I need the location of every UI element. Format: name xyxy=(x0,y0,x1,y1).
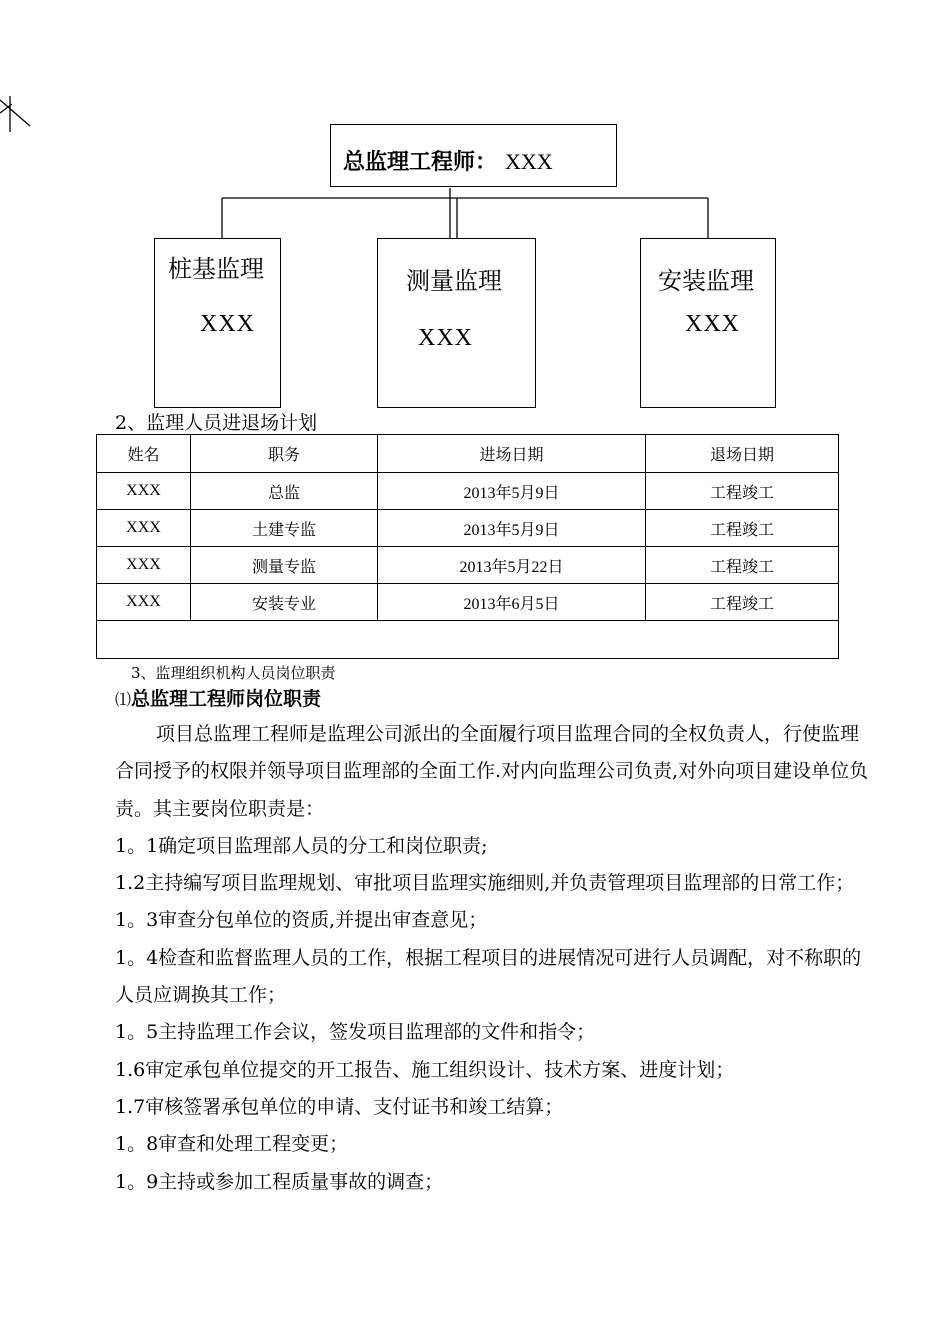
cell-name: XXX xyxy=(97,547,191,584)
branch-label: 测量监理 xyxy=(406,267,502,295)
paragraph: 1.6审定承包单位提交的开工报告、施工组织设计、技术方案、进度计划； xyxy=(115,1058,735,1081)
branch-name: XXX xyxy=(200,311,255,337)
cell-entry-date: 2013年5月9日 xyxy=(378,510,646,547)
org-branch-box-install xyxy=(640,238,776,408)
paragraph: 项目总监理工程师是监理公司派出的全面履行项目监理合同的全权负责人，行使监理合同授予的权限并领导项目监理部的全面工作.对内向监理公司负责,对外向项目建设单位负责。其主要岗位职责是： xyxy=(115,723,869,820)
header-entry-date: 进场日期 xyxy=(378,435,646,473)
cell-entry-date: 2013年5月22日 xyxy=(378,547,646,584)
org-branch-box-survey xyxy=(377,238,536,408)
duty-heading xyxy=(115,684,321,711)
paragraph: 1。9主持或参加工程质量事故的调查； xyxy=(115,1170,444,1193)
section-2-title: 2、监理人员进退场计划 xyxy=(115,412,318,434)
table-row xyxy=(97,510,839,547)
table-row xyxy=(97,584,839,621)
heading-text: 总监理工程师岗位职责 xyxy=(131,688,322,710)
chief-name: XXX xyxy=(505,149,553,174)
section-3-title: 3、监理组织机构人员岗位职责 xyxy=(131,664,336,682)
table-header-row xyxy=(97,435,839,473)
cell-exit-date: 工程竣工 xyxy=(646,473,839,510)
branch-label: 桩基监理 xyxy=(168,255,264,283)
paragraph: 1。4检查和监督监理人员的工作，根据工程项目的进展情况可进行人员调配，对不称职的人员应调换其工作； xyxy=(115,946,862,1007)
paragraph: 1.2主持编写项目监理规划、审批项目监理实施细则,并负责管理项目监理部的日常工作； xyxy=(115,872,855,895)
header-exit-date: 退场日期 xyxy=(646,435,839,473)
cell-entry-date: 2013年6月5日 xyxy=(378,584,646,621)
cell-position: 测量专监 xyxy=(191,547,378,584)
header-position: 职务 xyxy=(191,435,378,473)
cell-position: 土建专监 xyxy=(191,510,378,547)
empty-cell xyxy=(97,621,839,659)
staff-plan-table xyxy=(96,434,839,659)
cell-exit-date: 工程竣工 xyxy=(646,510,839,547)
heading-marker: ⑴ xyxy=(115,690,132,709)
cell-name: XXX xyxy=(97,584,191,621)
org-branch-box-pile xyxy=(154,238,281,408)
paragraph: 1。8审查和处理工程变更； xyxy=(115,1133,349,1156)
chief-title-label: 总监理工程师： xyxy=(343,149,498,175)
table-empty-row xyxy=(97,621,839,659)
cell-position: 总监 xyxy=(191,473,378,510)
cell-exit-date: 工程竣工 xyxy=(646,584,839,621)
table-row xyxy=(97,547,839,584)
cell-position: 安装专业 xyxy=(191,584,378,621)
branch-name: XXX xyxy=(418,325,473,351)
paragraph: 1。5主持监理工作会议，签发项目监理部的文件和指令； xyxy=(115,1021,596,1044)
cell-name: XXX xyxy=(97,510,191,547)
header-name: 姓名 xyxy=(97,435,191,473)
duty-body xyxy=(115,716,875,1201)
paragraph: 1。3审查分包单位的资质,并提出审查意见； xyxy=(115,909,488,932)
org-top-box xyxy=(330,124,617,187)
cell-exit-date: 工程竣工 xyxy=(646,547,839,584)
paragraph: 1。1确定项目监理部人员的分工和岗位职责; xyxy=(115,834,488,857)
cell-name: XXX xyxy=(97,473,191,510)
branch-label: 安装监理 xyxy=(658,267,754,295)
paragraph: 1.7审核签署承包单位的申请、支付证书和竣工结算； xyxy=(115,1095,564,1118)
cell-entry-date: 2013年5月9日 xyxy=(378,473,646,510)
branch-name: XXX xyxy=(685,311,740,337)
table-row xyxy=(97,473,839,510)
